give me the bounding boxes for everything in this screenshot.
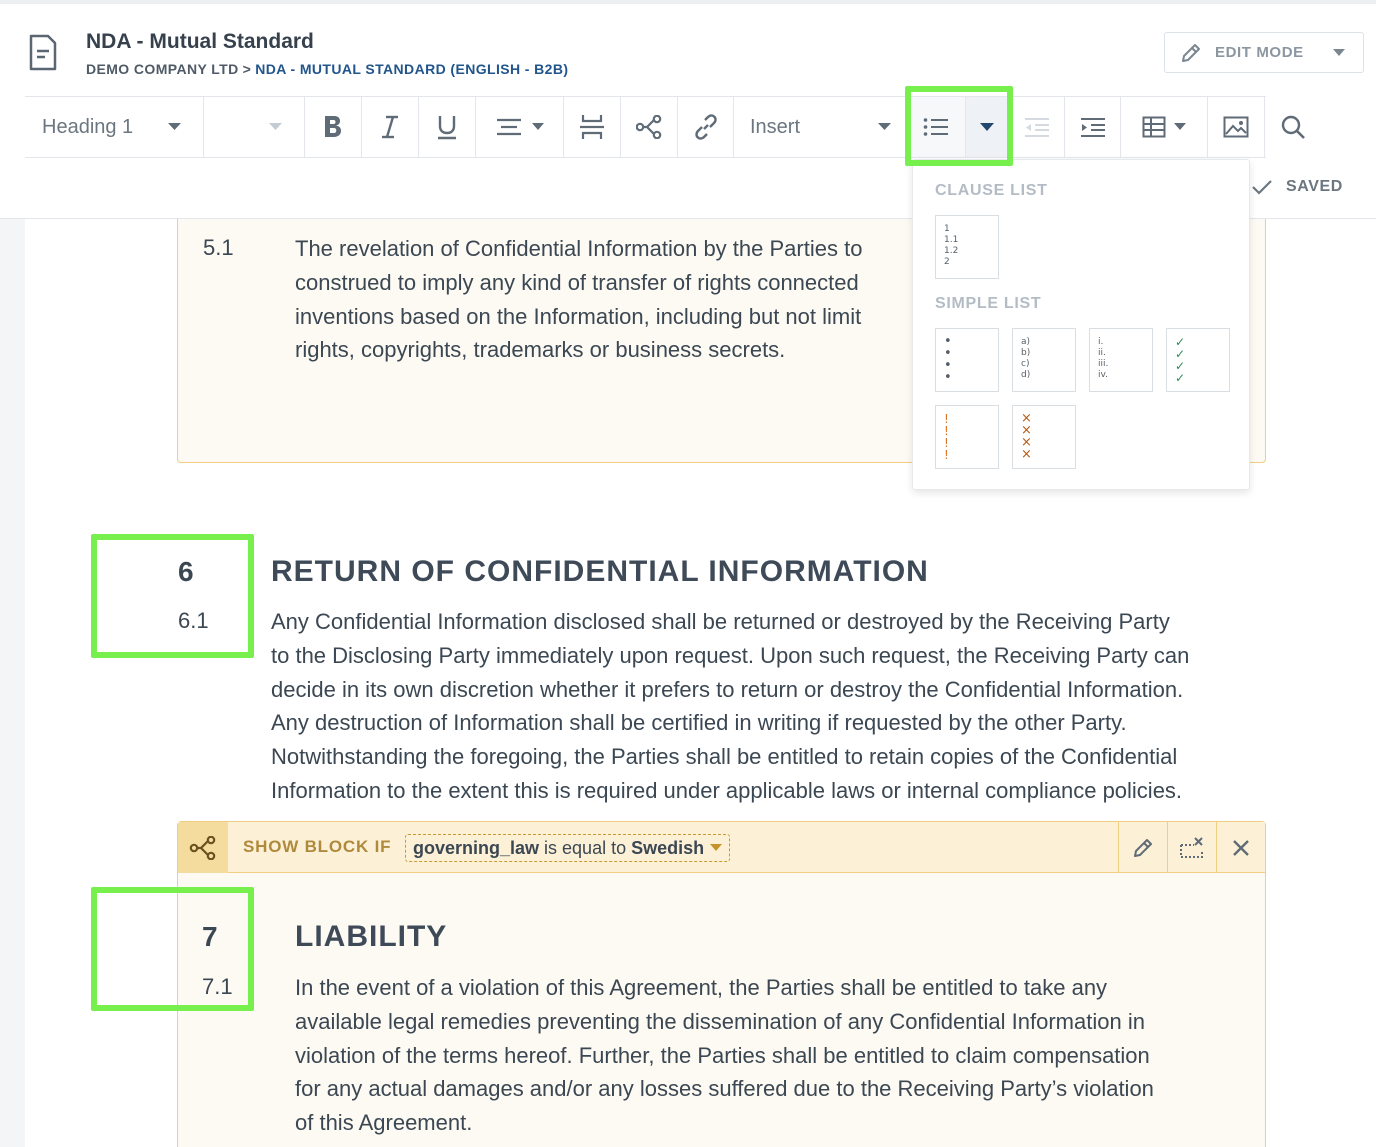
simple-list-title: SIMPLE LIST	[935, 295, 1042, 312]
remove-condition-button[interactable]	[1167, 822, 1216, 873]
condition-expression[interactable]	[405, 834, 730, 862]
roman-list-preview: i. ii. iii. iv.	[1098, 337, 1109, 380]
search-button[interactable]	[1265, 97, 1321, 157]
roman-list-option[interactable]	[1089, 328, 1153, 392]
breadcrumb-current[interactable]: NDA - MUTUAL STANDARD (ENGLISH - B2B)	[255, 61, 569, 77]
clause-number: 7	[202, 921, 218, 952]
align-dropdown-button[interactable]	[476, 97, 564, 157]
letter-list-preview: a) b) c) d)	[1021, 337, 1031, 380]
unwrap-block-icon	[1180, 837, 1204, 859]
chevron-down-icon	[532, 123, 544, 131]
document-header	[0, 0, 1376, 96]
breadcrumb-separator: >	[242, 61, 252, 77]
link-button[interactable]	[678, 97, 734, 157]
breadcrumb-company[interactable]: DEMO COMPANY LTD	[86, 61, 239, 77]
editor-toolbar	[25, 96, 1266, 158]
clause-sub-number: 7.1	[202, 974, 233, 999]
page-break-button[interactable]	[564, 97, 621, 157]
show-block-if-label: SHOW BLOCK IF	[243, 837, 392, 856]
text-line: inventions based on the Information, including but not limit	[295, 303, 862, 329]
clause-number: 5.1	[203, 235, 234, 260]
paragraph-style-select[interactable]	[25, 97, 204, 157]
text-line: to the Disclosing Party immediately upon request. Upon such request, the Receiving Party can	[271, 642, 1190, 668]
chevron-down-icon	[878, 123, 891, 131]
clause-sub-number: 6.1	[178, 608, 209, 633]
clause-7-1-text[interactable]	[295, 971, 1154, 1140]
condition-icon-badge	[178, 822, 228, 873]
bold-icon	[322, 114, 344, 140]
text-line: Any Confidential Information disclosed shall be returned or destroyed by the Receiving Party	[271, 609, 1170, 634]
chevron-down-icon	[1174, 123, 1186, 131]
checkmark-list-preview: ✓ ✓ ✓ ✓	[1175, 335, 1186, 385]
condition-button[interactable]	[621, 97, 678, 157]
page-break-icon	[580, 114, 604, 140]
clause-5-1-text[interactable]	[295, 232, 862, 367]
text-line: Information to the extent this is required under applicable laws or internal compliance policies.	[271, 777, 1183, 803]
italic-button[interactable]	[362, 97, 419, 157]
chevron-down-icon	[269, 123, 282, 131]
text-line: rights, copyrights, trademarks or business secrets.	[295, 337, 786, 363]
text-line: for any actual damages and/or any losses suffered due to the Receiving Party’s violation	[295, 1076, 1154, 1102]
font-select[interactable]	[204, 97, 305, 157]
chevron-down-icon	[980, 123, 994, 132]
pencil-icon	[1131, 836, 1155, 860]
bullet-list-option[interactable]	[935, 328, 999, 392]
condition-bar	[178, 822, 1265, 873]
document-icon	[28, 34, 58, 72]
text-line: violation of the terms hereof. Further, the Parties shall be entitled to claim compensation	[295, 1042, 1150, 1068]
chevron-down-icon	[710, 844, 722, 852]
table-icon	[1142, 116, 1166, 138]
edit-mode-button[interactable]	[1164, 32, 1364, 73]
text-line: decide in its own discretion whether it prefers to return or destroy the Confidential Information.	[271, 676, 1184, 702]
clause-6-1-text[interactable]	[271, 605, 1189, 808]
italic-icon	[380, 114, 400, 140]
image-button[interactable]	[1208, 97, 1265, 157]
bullet-list-preview: • • • •	[944, 334, 952, 385]
condition-operator: is equal to	[544, 837, 627, 858]
list-button[interactable]	[906, 97, 966, 157]
clause-list-title: CLAUSE LIST	[935, 182, 1048, 199]
letter-list-option[interactable]	[1012, 328, 1076, 392]
cross-list-preview: × × × ×	[1021, 411, 1032, 462]
outdent-button[interactable]	[1009, 97, 1065, 157]
clause-heading[interactable]: LIABILITY	[295, 920, 448, 953]
underline-icon	[436, 114, 458, 140]
chevron-down-icon	[1333, 49, 1345, 57]
text-line: In the event of a violation of this Agreement, the Parties shall be entitled to take any	[295, 975, 1108, 1000]
clause-heading[interactable]: RETURN OF CONFIDENTIAL INFORMATION	[271, 555, 929, 588]
close-icon	[1232, 839, 1250, 857]
edit-mode-label: EDIT MODE	[1215, 44, 1304, 61]
insert-select-value: Insert	[750, 115, 801, 138]
text-line: Notwithstanding the foregoing, the Parties shall be entitled to retain copies of the Confidential	[271, 744, 1178, 770]
list-icon	[923, 117, 949, 137]
condition-icon	[636, 115, 662, 139]
condition-icon	[189, 836, 217, 860]
chevron-down-icon	[168, 123, 181, 131]
check-icon	[1252, 179, 1272, 195]
link-icon	[693, 114, 719, 140]
align-icon	[496, 117, 522, 137]
indent-button[interactable]	[1065, 97, 1121, 157]
list-dropdown-toggle[interactable]	[966, 97, 1009, 157]
saved-status	[1252, 178, 1343, 196]
condition-value: Swedish	[631, 837, 705, 858]
underline-button[interactable]	[419, 97, 476, 157]
paragraph-style-value: Heading 1	[42, 115, 134, 138]
search-icon	[1280, 114, 1306, 140]
saved-label: SAVED	[1286, 178, 1343, 195]
list-style-menu	[912, 159, 1250, 490]
pencil-icon	[1179, 41, 1203, 65]
breadcrumb	[86, 61, 568, 77]
checkmark-list-option[interactable]	[1166, 328, 1230, 392]
delete-block-button[interactable]	[1216, 822, 1265, 873]
indent-icon	[1080, 117, 1106, 137]
exclamation-list-preview: ! ! ! !	[944, 412, 949, 462]
clause-number: 6	[178, 556, 194, 587]
bold-button[interactable]	[305, 97, 362, 157]
clause-list-preview: 1 1.1 1.2 2	[944, 224, 959, 267]
insert-select[interactable]	[734, 97, 906, 157]
condition-variable: governing_law	[413, 837, 540, 858]
cross-list-option[interactable]	[1012, 405, 1076, 469]
clause-list-option[interactable]	[935, 215, 999, 279]
text-line: construed to imply any kind of transfer of rights connected	[295, 269, 859, 295]
page-title: NDA - Mutual Standard	[86, 30, 314, 53]
image-icon	[1223, 116, 1249, 138]
text-line: Any destruction of Information shall be certified in writing if requested by the other Party.	[271, 710, 1127, 736]
text-line: of this Agreement.	[295, 1110, 473, 1136]
document-left-rail	[0, 219, 25, 1147]
highlight-clause-6-number	[91, 534, 254, 658]
outdent-icon	[1024, 117, 1050, 137]
table-dropdown-button[interactable]	[1121, 97, 1208, 157]
text-line: available legal remedies preventing the dissemination of any Confidential Information in	[295, 1008, 1145, 1034]
text-line: The revelation of Confidential Information by the Parties to	[295, 236, 863, 261]
edit-condition-button[interactable]	[1118, 822, 1167, 873]
exclamation-list-option[interactable]	[935, 405, 999, 469]
